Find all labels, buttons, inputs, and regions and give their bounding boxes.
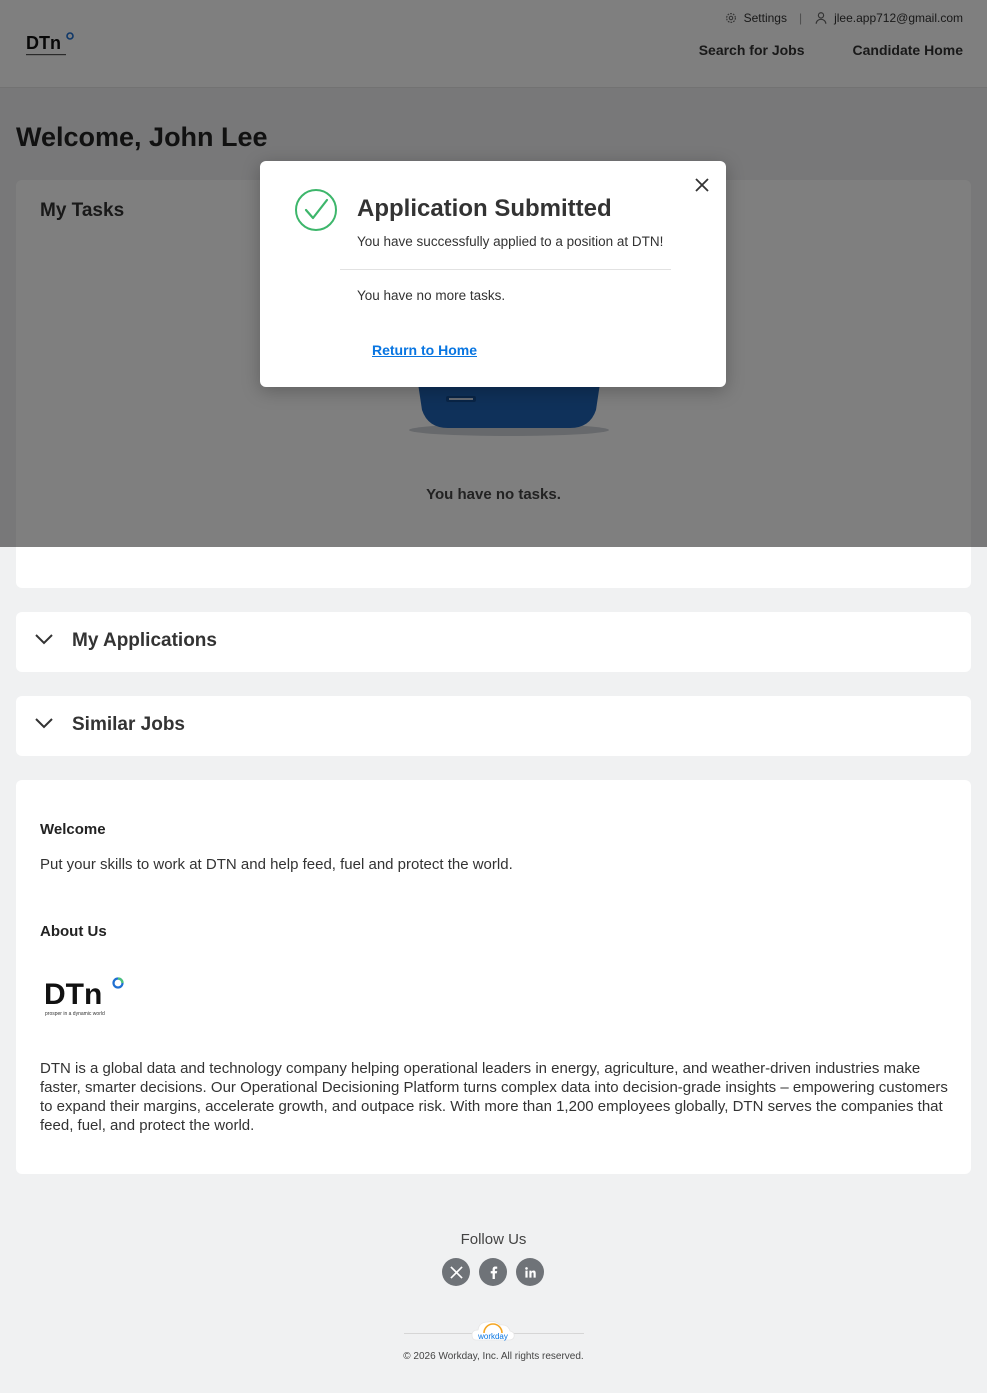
close-icon[interactable] xyxy=(694,177,710,193)
about-text: DTN is a global data and technology company helping operational leaders in energy, agriculture, and weather-driven industries make faster, smarter decisions. Our Operational Decisioning Platform turns complex data into decision-grade insights – empowering customers to expand their margins, accelerate growth, and outpace risk. With more than 1,200 employees globally, DTN serves the companies that feed, fuel, and protect the world. xyxy=(40,1060,948,1134)
svg-text:DTn: DTn xyxy=(44,978,103,1011)
welcome-text: Put your skills to work at DTN and help feed, fuel and protect the world. xyxy=(40,856,513,873)
similar-jobs-title: Similar Jobs xyxy=(72,714,185,735)
about-heading: About Us xyxy=(40,923,107,940)
dialog-divider xyxy=(340,269,671,270)
follow-us-label: Follow Us xyxy=(460,1231,527,1248)
dialog-subtitle: You have successfully applied to a position at DTN! xyxy=(357,234,664,249)
my-applications-accordion[interactable] xyxy=(16,612,971,672)
dialog-no-more-tasks: You have no more tasks. xyxy=(357,288,506,303)
check-circle-icon xyxy=(294,188,338,232)
facebook-icon[interactable] xyxy=(479,1258,507,1286)
workday-label: workday xyxy=(478,1332,508,1341)
dtn-logo-large xyxy=(42,976,126,1018)
copyright: © 2026 Workday, Inc. All rights reserved. xyxy=(403,1351,584,1362)
logo-tagline: prosper in a dynamic world xyxy=(45,1011,105,1017)
workday-logo[interactable] xyxy=(470,1316,516,1344)
welcome-heading: Welcome xyxy=(40,821,106,838)
dialog-title: Application Submitted xyxy=(357,195,612,222)
footer-divider-left xyxy=(404,1333,474,1334)
footer-divider-right xyxy=(514,1333,584,1334)
social-links xyxy=(442,1258,544,1286)
chevron-down-icon xyxy=(34,716,54,730)
similar-jobs-accordion[interactable] xyxy=(16,696,971,756)
about-card xyxy=(16,780,971,1174)
application-submitted-dialog xyxy=(260,161,726,387)
return-to-home-link[interactable]: Return to Home xyxy=(372,342,477,358)
chevron-down-icon xyxy=(34,632,54,646)
linkedin-icon[interactable] xyxy=(516,1258,544,1286)
my-applications-title: My Applications xyxy=(72,630,217,651)
x-icon[interactable] xyxy=(442,1258,470,1286)
